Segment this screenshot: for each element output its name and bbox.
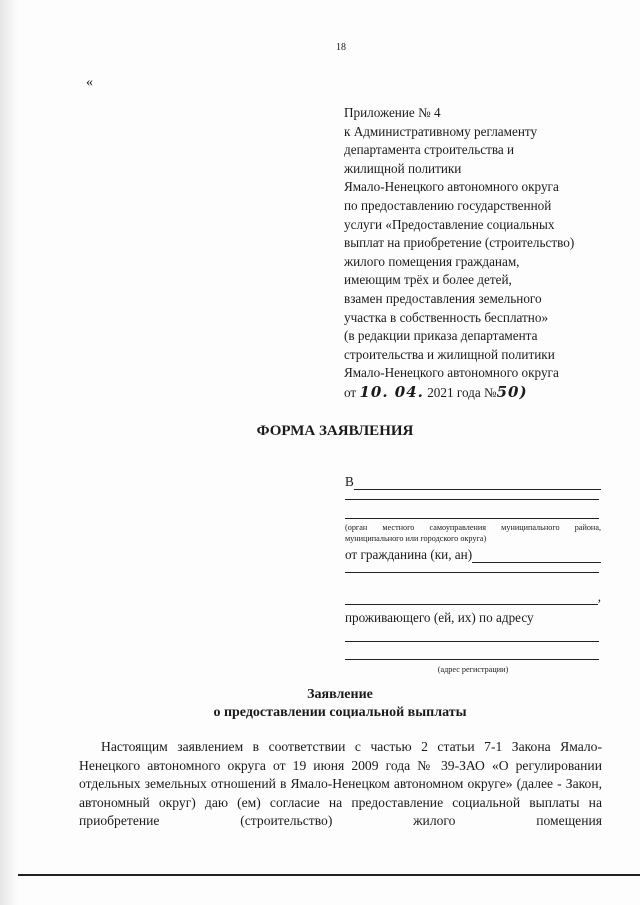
address-line-1[interactable] [345, 640, 599, 642]
annex-line: Ямало-Ненецкого автономного округа [344, 365, 559, 381]
addressee-block [345, 474, 601, 675]
form-title: ФОРМА ЗАЯВЛЕНИЯ [256, 423, 414, 439]
annex-line: участка в собственность бесплатно» [344, 309, 549, 325]
annex-line: (в редакции приказа департамента [344, 328, 538, 344]
handwritten-order-number: 50) [496, 382, 528, 401]
annex-line: по предоставлению государственной [344, 197, 552, 213]
date-year: 2021 года № [427, 384, 497, 400]
statement-paragraph: Настоящим заявлением в соответствии с частью 2 статьи 7-1 Закона Ямало-Ненецкого автономного округа от 19 июня 2009 года № 39-ЗАО «О регулировании отдельных земельных отношений в Ямало-Ненецком автономном округе» (далее - Закон, автономный округ) даю (ем) согласие на предоставление социальной выплаты на приобретение (строительство) жилого помещения [79, 739, 602, 829]
citizen-name-row-3 [345, 589, 601, 605]
page-bottom-edge [18, 874, 640, 876]
organ-field[interactable] [354, 475, 601, 490]
organ-field-line-2[interactable] [345, 498, 599, 500]
annex-line: Ямало-Ненецкого автономного округа [344, 179, 559, 195]
annex-date-line [344, 383, 634, 403]
organ-caption: (орган местного самоуправления муниципального района, муниципального или городского округа) [345, 523, 601, 543]
annex-header [344, 104, 634, 403]
from-label: от гражданина (ки, ан) [345, 547, 473, 562]
residing-label: проживающего (ей, их) по адресу [345, 610, 534, 625]
annex-line: жилищной политики [344, 160, 462, 176]
annex-line: услуги «Предоставление социальных [344, 216, 555, 232]
annex-line: к Административному регламенту [344, 123, 538, 139]
organ-field-line-3[interactable] [345, 517, 599, 519]
statement-title [0, 686, 640, 722]
citizen-name-line-2[interactable] [345, 571, 599, 573]
annex-line: департамента строительства и [344, 142, 515, 158]
handwritten-date: 10. 04. [359, 382, 424, 401]
page-number: 18 [336, 42, 346, 53]
statement-title-line2: о предоставлении социальной выплаты [213, 705, 467, 720]
scan-edge-shadow [0, 0, 18, 905]
address-caption: (адрес регистрации) [437, 665, 509, 674]
citizen-name-field[interactable] [472, 548, 601, 563]
quote-mark: « [86, 75, 93, 90]
annex-line: выплат на приобретение (строительство) [344, 235, 575, 251]
from-row [345, 547, 601, 563]
citizen-name-line-3[interactable] [345, 590, 598, 605]
annex-line: жилого помещения гражданам, [344, 253, 520, 269]
annex-line: Приложение № 4 [344, 105, 441, 120]
address-line-2[interactable] [345, 658, 599, 660]
annex-line: имеющим трёх и более детей, [344, 272, 512, 288]
to-label: В [345, 474, 354, 489]
date-prefix: от [344, 384, 357, 400]
statement-title-line1: Заявление [307, 687, 373, 702]
comma: , [597, 589, 601, 604]
annex-line: строительства и жилищной политики [344, 346, 555, 362]
annex-line: взамен предоставления земельного [344, 290, 542, 306]
to-row [345, 474, 601, 490]
statement-body [79, 738, 602, 831]
